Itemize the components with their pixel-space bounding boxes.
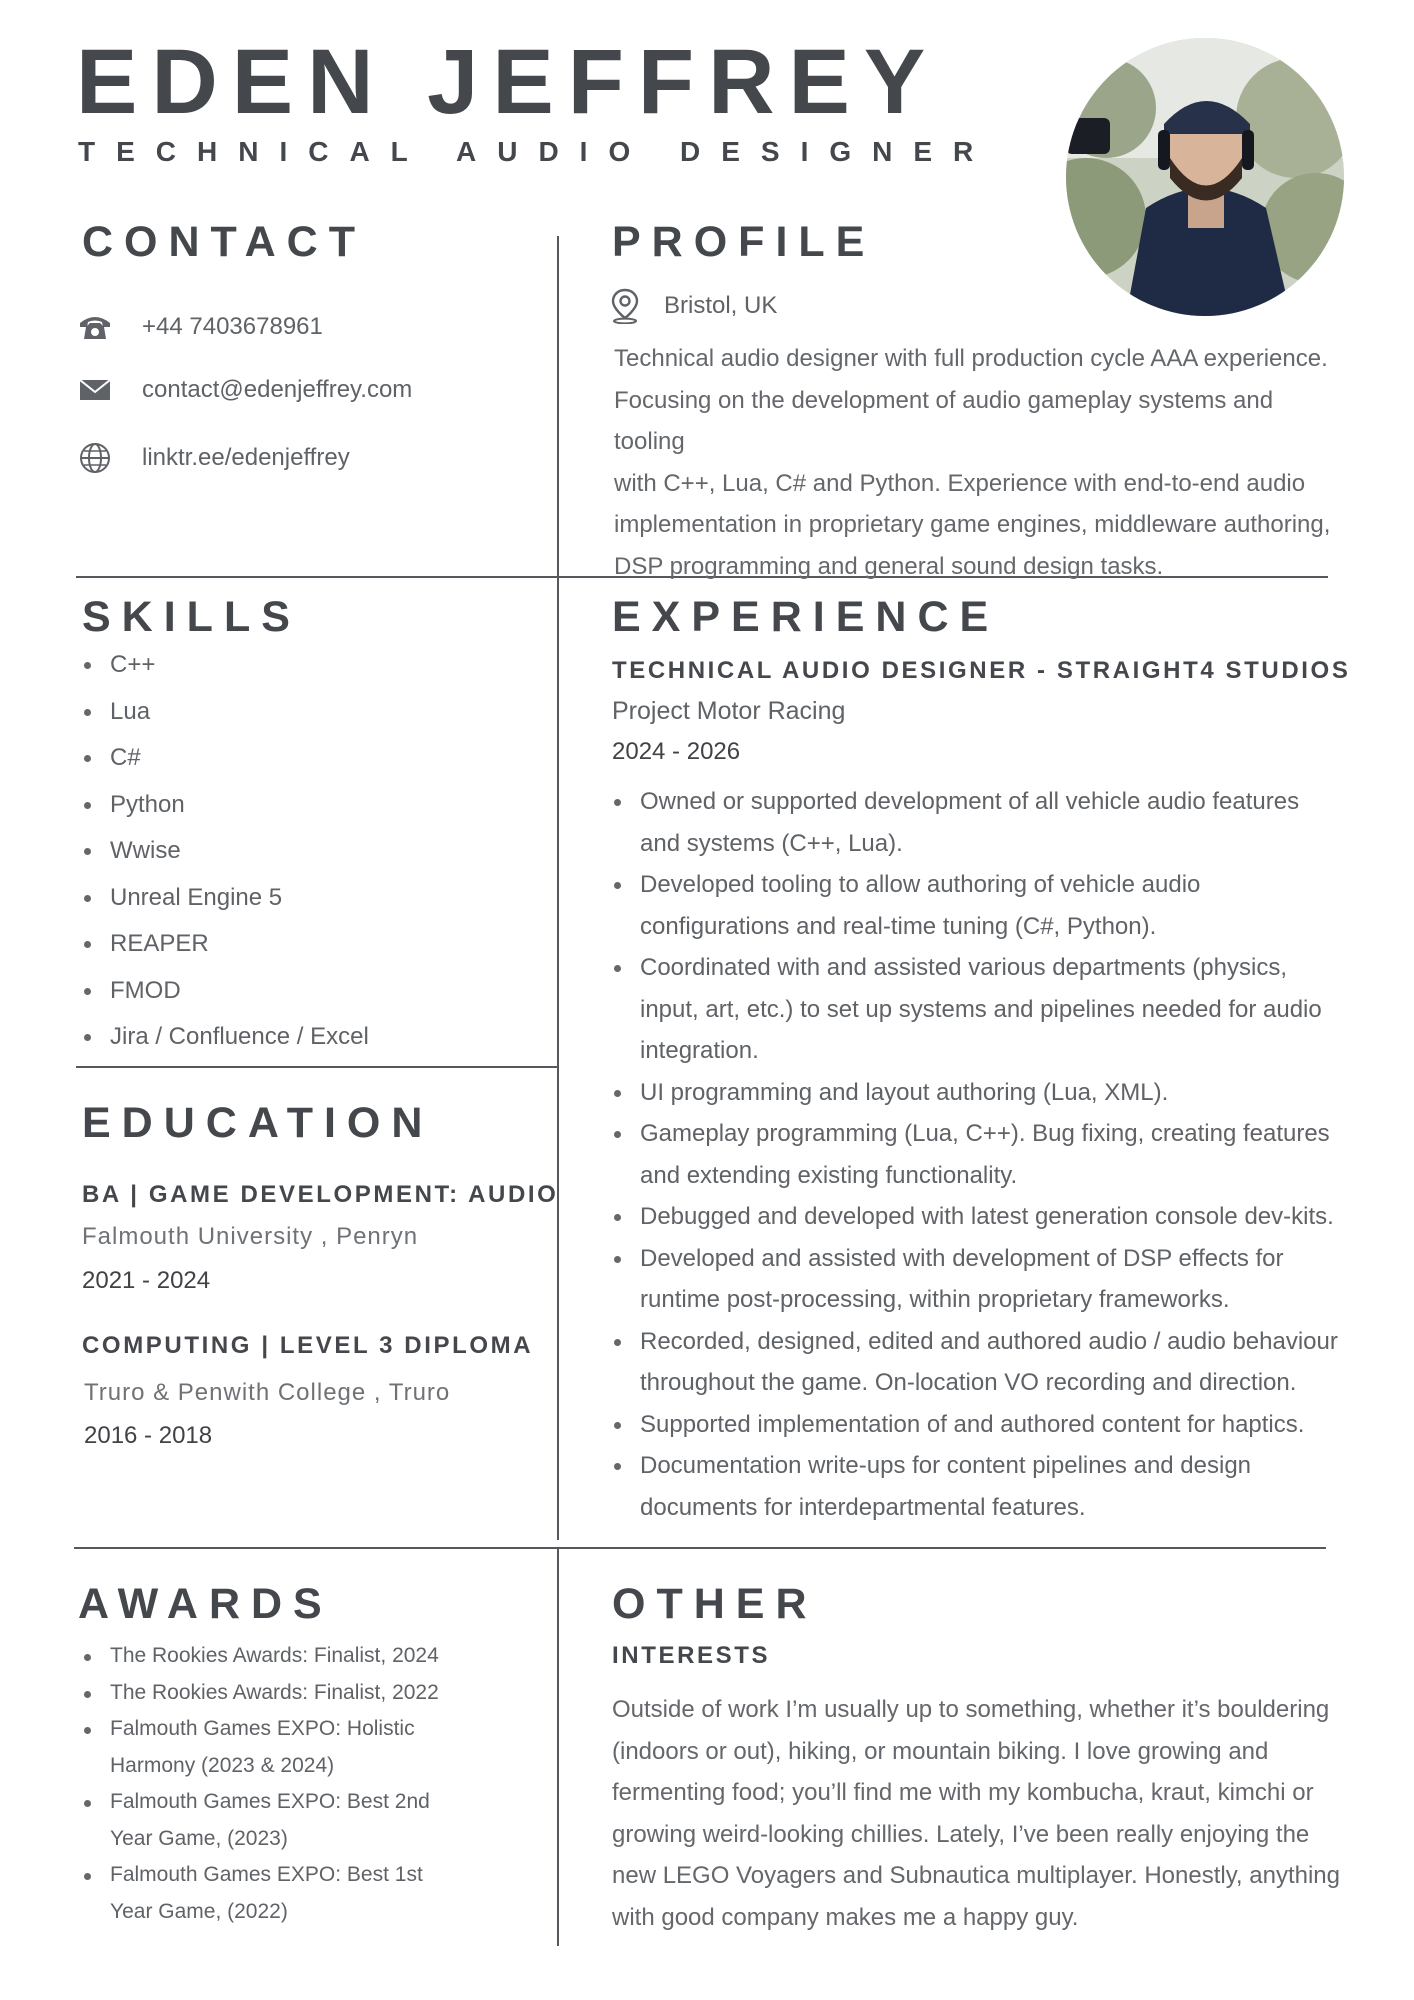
- role-subtitle: TECHNICAL AUDIO DESIGNER: [78, 136, 995, 167]
- education-title: COMPUTING | LEVEL 3 DIPLOMA: [82, 1332, 534, 1359]
- profile-summary: [614, 338, 1334, 587]
- column-divider-bottom: [557, 1548, 559, 1946]
- interests-line: with good company makes me a happy guy.: [612, 1903, 1079, 1931]
- bullet-line: UI programming and layout authoring (Lua, XML).: [640, 1078, 1169, 1106]
- skill-item: FMOD: [80, 976, 540, 1023]
- profile-line: with C++, Lua, C# and Python. Experience with end-to-end audio: [614, 469, 1306, 497]
- awards-heading: AWARDS: [78, 1580, 333, 1628]
- experience-bullet: [610, 1404, 1340, 1446]
- education-title: BA | GAME DEVELOPMENT: AUDIO: [82, 1181, 559, 1208]
- contact-phone: [78, 310, 323, 344]
- skill-item: Python: [80, 790, 540, 837]
- experience-bullet: [610, 1072, 1340, 1114]
- award-line: Year Game, (2022): [110, 1899, 288, 1923]
- bullet-line: Supported implementation of and authored content for haptics.: [640, 1410, 1305, 1438]
- bullet-line: documents for interdepartmental features.: [640, 1493, 1086, 1521]
- interests-line: fermenting food; you’ll find me with my kombucha, kraut, kimchi or: [612, 1779, 1314, 1806]
- profile-line: Focusing on the development of audio gameplay systems and tooling: [614, 386, 1274, 455]
- job-title: TECHNICAL AUDIO DESIGNER - STRAIGHT4 STUDIOS: [612, 657, 1351, 684]
- interests-line: Outside of work I’m usually up to something, whether it’s bouldering: [612, 1696, 1330, 1723]
- bullet-line: Coordinated with and assisted various departments (physics,: [640, 954, 1287, 981]
- award-item: [80, 1638, 550, 1675]
- location-pin-icon: [610, 288, 640, 324]
- contact-website: [78, 441, 350, 475]
- bullet-line: integration.: [640, 1037, 759, 1064]
- bullet-line: configurations and real-time tuning (C#, Python).: [640, 912, 1157, 940]
- email-address[interactable]: contact@edenjeffrey.com: [142, 376, 413, 403]
- contact-email: [78, 373, 412, 407]
- website-link[interactable]: linktr.ee/edenjeffrey: [142, 444, 350, 471]
- education-school: Falmouth University , Penryn: [82, 1223, 419, 1250]
- experience-bullets: [610, 781, 1340, 1528]
- experience-bullet: [610, 864, 1340, 947]
- bullet-line: Gameplay programming (Lua, C++). Bug fixing, creating features: [640, 1120, 1330, 1147]
- experience-bullet: [610, 1238, 1340, 1321]
- interests-line: growing weird-looking chillies. Lately, I’ve been really enjoying the: [612, 1820, 1310, 1848]
- experience-bullet: [610, 1113, 1340, 1196]
- skill-item: C++: [80, 650, 540, 697]
- award-line: Year Game, (2023): [110, 1826, 288, 1850]
- bullet-line: runtime post-processing, within proprietary frameworks.: [640, 1286, 1230, 1313]
- skill-item: Jira / Confluence / Excel: [80, 1022, 540, 1069]
- bullet-line: Documentation write-ups for content pipelines and design: [640, 1452, 1252, 1479]
- award-line: The Rookies Awards: Finalist, 2022: [110, 1680, 439, 1704]
- phone-icon: [78, 310, 112, 344]
- bullet-line: Recorded, designed, edited and authored audio / audio behaviour: [640, 1327, 1338, 1355]
- bullet-line: Owned or supported development of all vehicle audio features: [640, 788, 1300, 815]
- education-school: Truro & Penwith College , Truro: [84, 1379, 451, 1406]
- interests-line: new LEGO Voyagers and Subnautica multiplayer. Honestly, anything: [612, 1862, 1340, 1889]
- other-heading: OTHER: [612, 1580, 818, 1628]
- education-dates: 2016 - 2018: [84, 1422, 213, 1449]
- profile-photo: [1066, 38, 1344, 316]
- bullet-line: input, art, etc.) to set up systems and pipelines needed for audio: [640, 995, 1322, 1023]
- bullet-line: Debugged and developed with latest generation console dev-kits.: [640, 1203, 1334, 1230]
- experience-heading: EXPERIENCE: [612, 593, 1000, 641]
- experience-bullet: [610, 1196, 1340, 1238]
- email-icon: [78, 373, 112, 407]
- bullet-line: Developed and assisted with development of DSP effects for: [640, 1244, 1284, 1272]
- experience-bullet: [610, 1445, 1340, 1528]
- job-dates: 2024 - 2026: [612, 738, 741, 765]
- skills-list: [80, 650, 540, 1069]
- profile-location: [610, 288, 777, 324]
- skill-item: Lua: [80, 697, 540, 744]
- bullet-line: and extending existing functionality.: [640, 1161, 1018, 1189]
- bullet-line: and systems (C++, Lua).: [640, 829, 903, 857]
- skill-item: Unreal Engine 5: [80, 883, 540, 930]
- skill-item: Wwise: [80, 836, 540, 883]
- awards-list: [80, 1638, 550, 1930]
- education-dates: 2021 - 2024: [82, 1267, 211, 1294]
- profile-heading: PROFILE: [612, 218, 876, 266]
- location-text: Bristol, UK: [664, 292, 778, 319]
- skill-item: C#: [80, 743, 540, 790]
- award-line: Falmouth Games EXPO: Holistic: [110, 1717, 415, 1740]
- phone-number[interactable]: +44 7403678961: [142, 313, 323, 340]
- award-line: Falmouth Games EXPO: Best 1st: [110, 1863, 423, 1886]
- award-item: [80, 1711, 550, 1784]
- project-name: Project Motor Racing: [612, 697, 846, 725]
- award-line: The Rookies Awards: Finalist, 2024: [110, 1644, 439, 1667]
- bullet-line: throughout the game. On-location VO recording and direction.: [640, 1369, 1297, 1396]
- award-line: Falmouth Games EXPO: Best 2nd: [110, 1790, 430, 1813]
- award-item: [80, 1857, 550, 1930]
- interests-line: (indoors or out), hiking, or mountain biking. I love growing and: [612, 1737, 1269, 1765]
- award-line: Harmony (2023 & 2024): [110, 1753, 335, 1777]
- education-heading: EDUCATION: [82, 1099, 434, 1147]
- experience-bullet: [610, 1321, 1340, 1404]
- award-item: [80, 1675, 550, 1712]
- column-divider-top: [557, 236, 559, 1540]
- divider-row-3: [74, 1547, 1326, 1549]
- skill-item: REAPER: [80, 929, 540, 976]
- interests-paragraph: [612, 1689, 1342, 1938]
- experience-bullet: [610, 947, 1340, 1072]
- name-heading: EDEN JEFFREY: [76, 31, 940, 133]
- profile-line: implementation in proprietary game engines, middleware authoring,: [614, 511, 1331, 538]
- profile-line: DSP programming and general sound design tasks.: [614, 552, 1164, 580]
- award-item: [80, 1784, 550, 1857]
- interests-subheading: INTERESTS: [612, 1642, 771, 1669]
- experience-bullet: [610, 781, 1340, 864]
- globe-icon: [78, 441, 112, 475]
- skills-heading: SKILLS: [82, 593, 301, 641]
- profile-line: Technical audio designer with full production cycle AAA experience.: [614, 345, 1328, 372]
- bullet-line: Developed tooling to allow authoring of vehicle audio: [640, 871, 1201, 898]
- contact-heading: CONTACT: [82, 218, 367, 266]
